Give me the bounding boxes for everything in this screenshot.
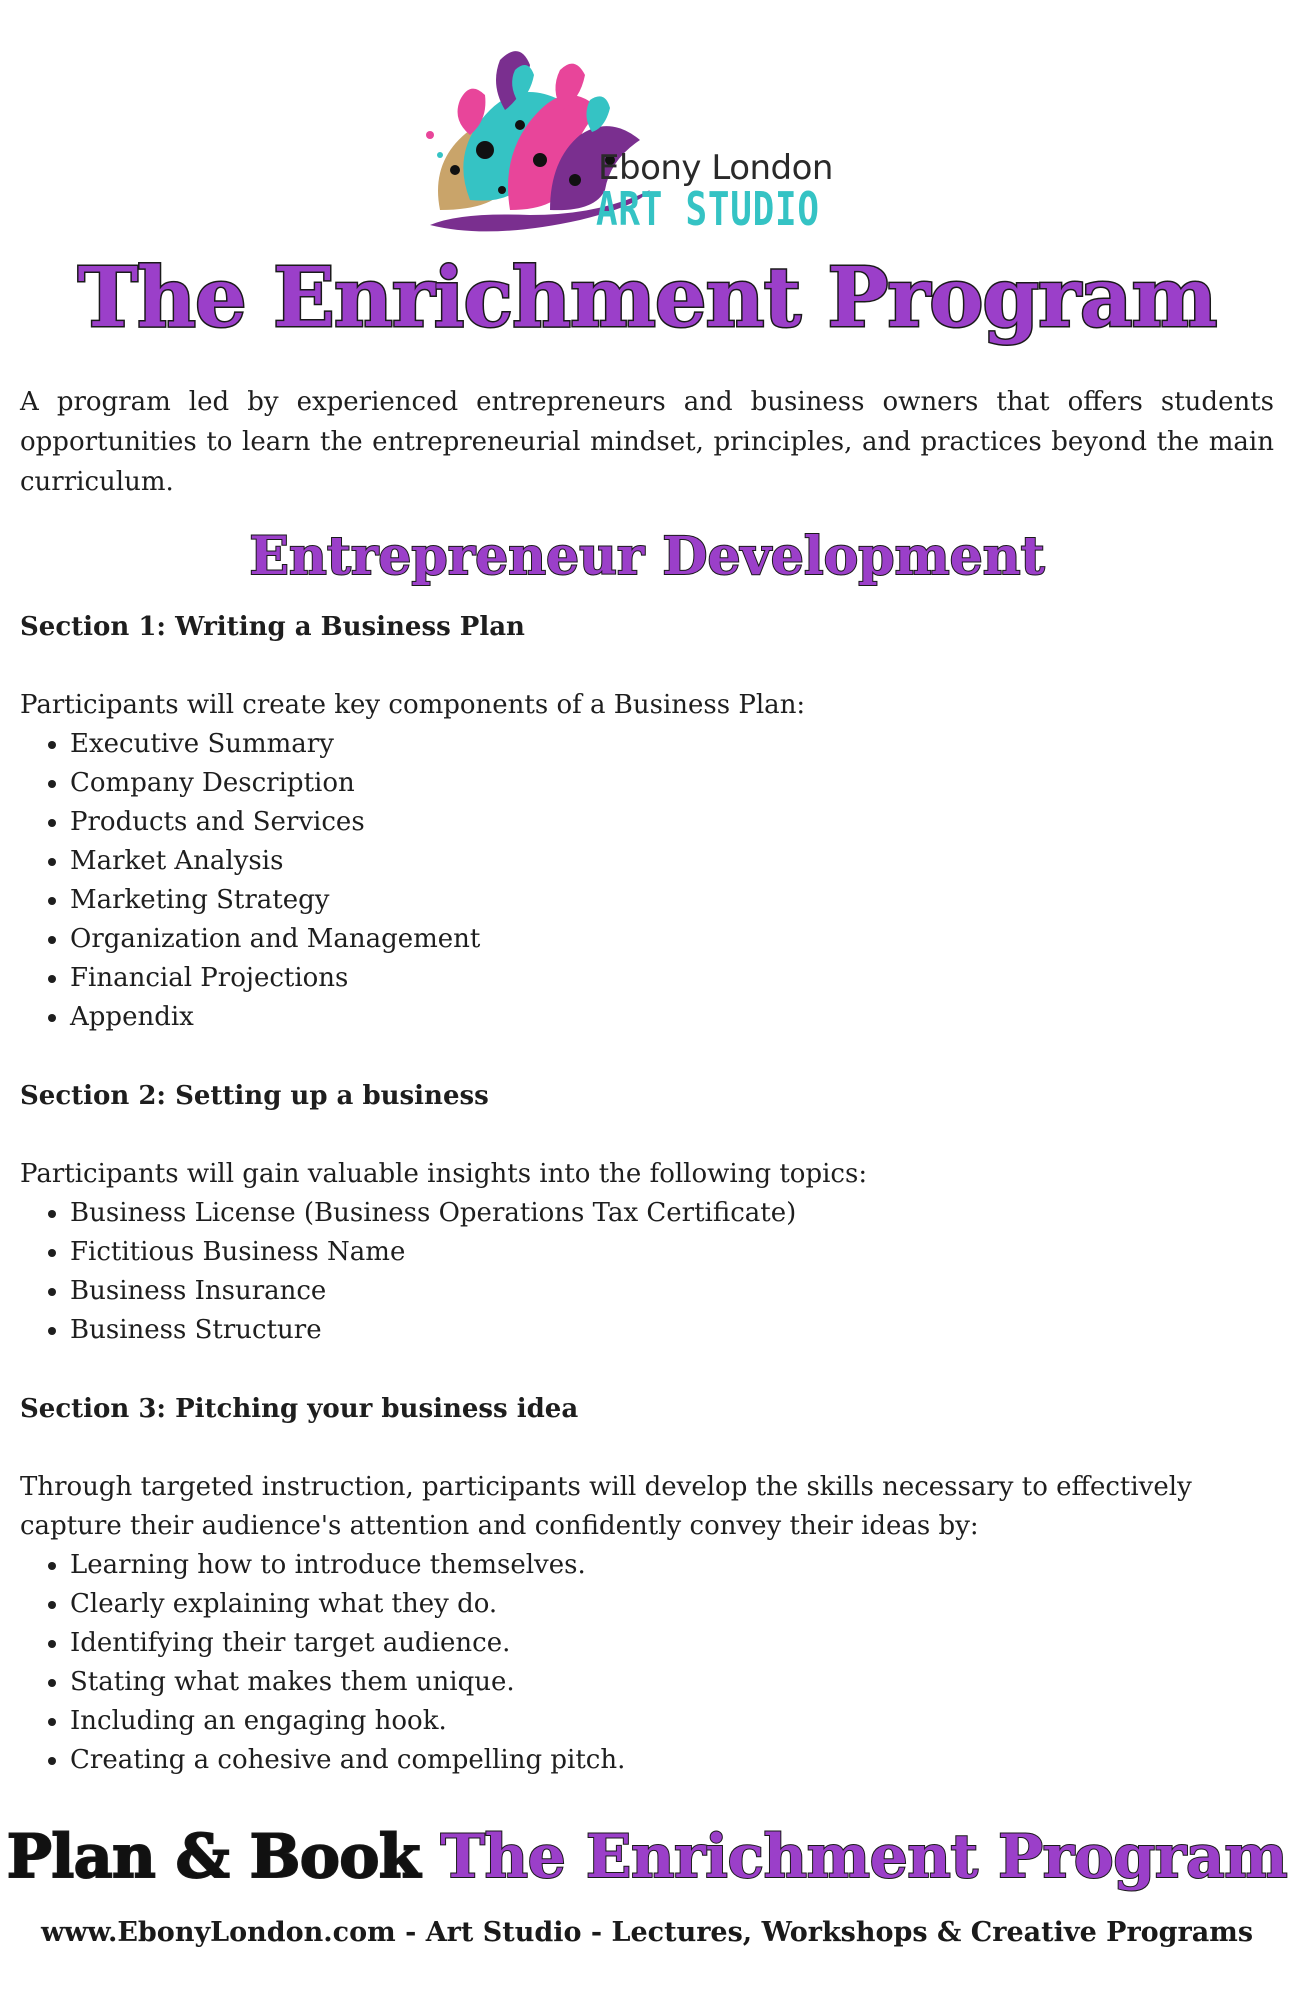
intro-paragraph: A program led by experienced entrepreneurs and business owners that offers students opportunities to learn the entrepreneurial mindset, principles, and practices beyond the main curriculum. (20, 387, 1274, 497)
section-3 (20, 1390, 1274, 1780)
section-heading: Section 3: Pitching your business idea (20, 1394, 579, 1424)
list-item: • Clearly explaining what they do. (70, 1585, 1274, 1624)
list-item: • Products and Services (70, 803, 1274, 842)
section-1 (20, 608, 1274, 1037)
call-to-action (0, 1822, 1294, 1892)
list-item: • Appendix (70, 998, 1274, 1037)
page-title: The Enrichment Program (77, 250, 1217, 346)
list-item: • Fictitious Business Name (70, 1233, 1274, 1272)
section-title: Entrepreneur Development (249, 526, 1045, 587)
list-item: • Stating what makes them unique. (70, 1663, 1274, 1702)
list-item: • Business Structure (70, 1311, 1274, 1350)
list-item: • Business License (Business Operations Tax Certificate) (70, 1194, 1274, 1233)
cta-plan-book: Plan & Book (6, 1822, 420, 1892)
bullet-list (20, 1546, 1274, 1780)
list-item: • Learning how to introduce themselves. (70, 1546, 1274, 1585)
list-item: • Creating a cohesive and compelling pitch. (70, 1741, 1274, 1780)
cta-program-name: The Enrichment Program (440, 1822, 1288, 1892)
list-item: • Marketing Strategy (70, 881, 1274, 920)
section-heading: Section 1: Writing a Business Plan (20, 612, 525, 642)
list-item: • Financial Projections (70, 959, 1274, 998)
section-2 (20, 1077, 1274, 1350)
list-item: • Company Description (70, 764, 1274, 803)
footer-text: www.EbonyLondon.com - Art Studio - Lectures, Workshops & Creative Programs (40, 1917, 1254, 1948)
list-item: • Identifying their target audience. (70, 1624, 1274, 1663)
list-item: • Market Analysis (70, 842, 1274, 881)
logo-name: Ebony London (598, 148, 833, 188)
studio-logo (410, 40, 840, 240)
section-lead: Through targeted instruction, participants will develop the skills necessary to effectively capture their audience's attention and confidently convey their ideas by: (20, 1472, 1192, 1541)
list-item: • Business Insurance (70, 1272, 1274, 1311)
logo-studio: ART STUDIO (596, 182, 820, 236)
section-heading: Section 2: Setting up a business (20, 1081, 489, 1111)
bullet-list (20, 1194, 1274, 1350)
list-item: • Executive Summary (70, 725, 1274, 764)
section-lead: Participants will gain valuable insights into the following topics: (20, 1159, 868, 1189)
bullet-list (20, 725, 1274, 1037)
list-item: • Organization and Management (70, 920, 1274, 959)
list-item: • Including an engaging hook. (70, 1702, 1274, 1741)
section-lead: Participants will create key components of a Business Plan: (20, 690, 806, 720)
